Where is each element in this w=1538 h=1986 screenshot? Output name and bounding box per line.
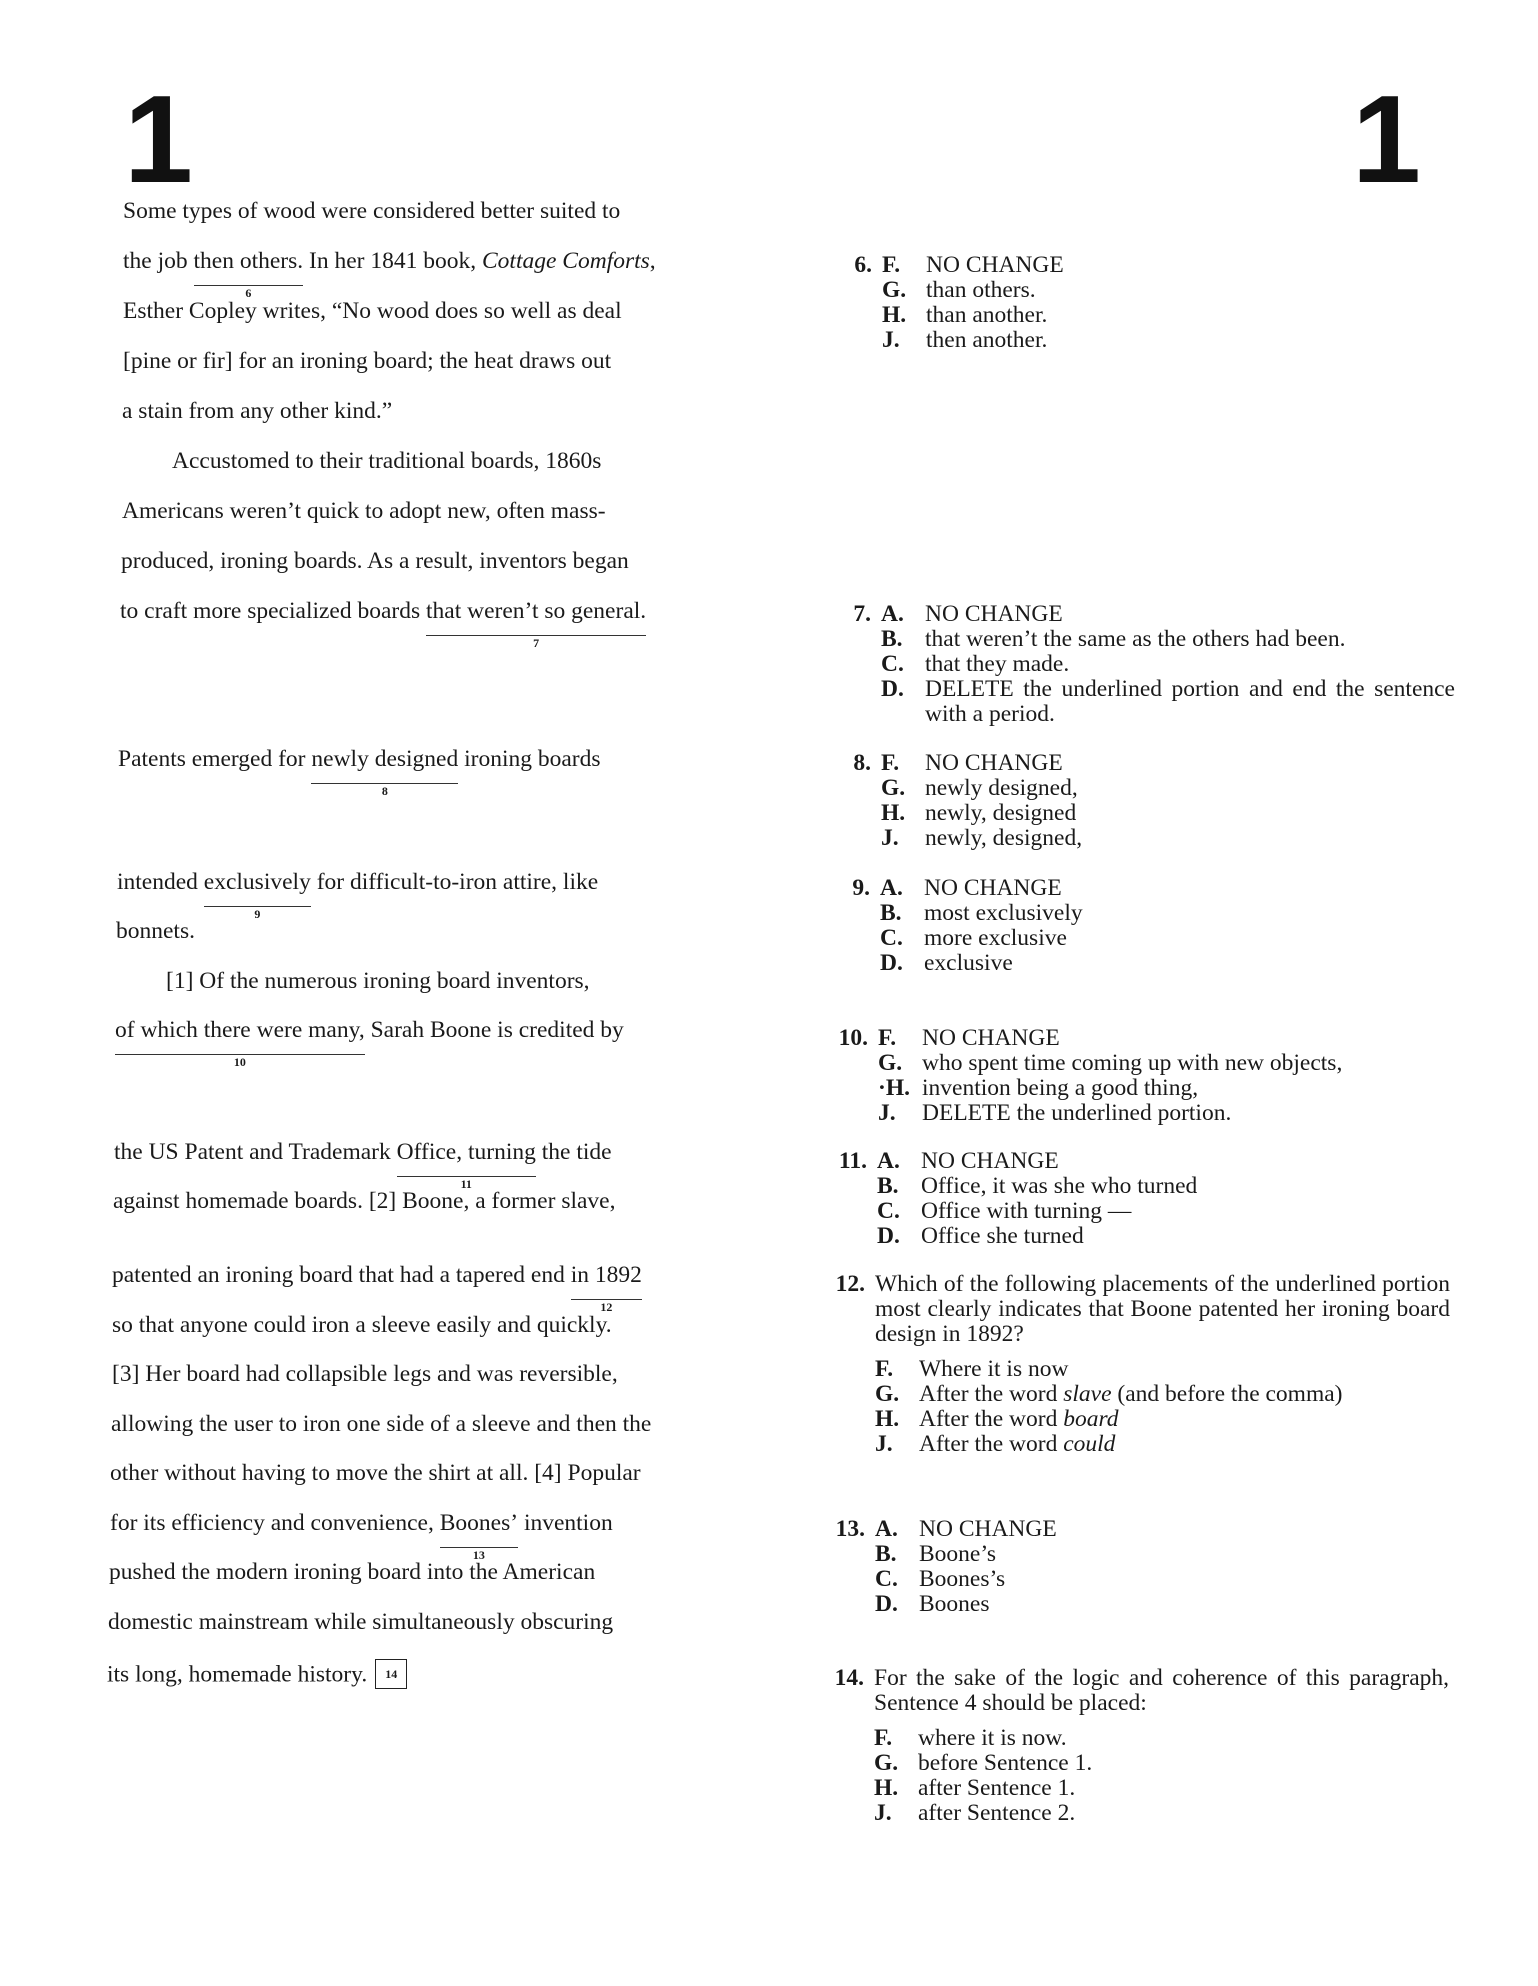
underlined-text: Office, turning (396, 1139, 536, 1165)
question-number: 12. (835, 1271, 865, 1297)
passage-line (115, 1017, 624, 1069)
option-text (919, 1382, 1449, 1407)
underlined-portion-13 (439, 1510, 519, 1562)
underlined-text: Boones’ (439, 1510, 519, 1536)
option-text: NO CHANGE (925, 750, 1063, 776)
answer-option-H[interactable] (875, 1407, 1450, 1432)
option-letter: H. (881, 800, 906, 826)
option-text: Office she turned (921, 1223, 1084, 1249)
passage-line (122, 500, 606, 524)
passage-text: its long, homemade history. (107, 1661, 368, 1688)
passage-line (123, 200, 620, 224)
option-text: more exclusive (924, 925, 1067, 951)
question-11 (838, 1148, 1451, 1249)
passage-text: allowing the user to iron one side of a sleeve and then the (111, 1411, 652, 1437)
option-text: DELETE the underlined portion and end the sentence with a period. (925, 676, 1455, 727)
option-text: Boone’s (919, 1541, 997, 1567)
question-number: 13. (835, 1516, 865, 1542)
option-text: than another. (926, 302, 1048, 328)
answer-option-H[interactable] (874, 1776, 1449, 1801)
question-8 (853, 750, 1455, 851)
passage-line (172, 450, 601, 474)
option-text-italic: board (1063, 1406, 1119, 1432)
option-letter: J. (882, 327, 900, 353)
passage-text: other without having to move the shirt at all. [4] Popular (110, 1460, 641, 1486)
option-text: after Sentence 2. (918, 1800, 1076, 1826)
option-letter: G. (881, 775, 906, 801)
answer-option-G[interactable] (874, 1751, 1449, 1776)
answer-option-D[interactable] (875, 1592, 1449, 1617)
question-stem: Which of the following placements of the underlined portion most clearly indicates that Boone patented her ironing board design in 1892? (875, 1271, 1450, 1347)
option-letter: G. (882, 277, 907, 303)
option-text (919, 1432, 1449, 1457)
answer-option-F[interactable] (882, 253, 1456, 278)
option-text: Office with turning — (921, 1198, 1132, 1224)
option-text: Office, it was she who turned (921, 1173, 1198, 1199)
option-letter: B. (880, 900, 902, 926)
answer-option-G[interactable] (881, 776, 1455, 801)
passage-text: for its efficiency and convenience, (110, 1510, 440, 1536)
option-text (919, 1407, 1449, 1432)
underlined-portion-7 (426, 598, 647, 650)
option-letter: B. (875, 1541, 897, 1567)
option-letter: D. (875, 1591, 898, 1617)
answer-option-C[interactable] (881, 652, 1455, 677)
answer-option-H[interactable] (882, 303, 1456, 328)
passage-line (108, 1611, 613, 1635)
question-box-14: 14 (375, 1659, 407, 1689)
option-text: NO CHANGE (921, 1148, 1059, 1174)
option-letter: H. (875, 1406, 900, 1432)
answer-option-J[interactable] (875, 1432, 1450, 1457)
passage-text: Patents emerged for (118, 746, 312, 772)
option-letter: J. (881, 825, 899, 851)
option-text: before Sentence 1. (918, 1750, 1093, 1776)
passage-text: , (649, 248, 656, 274)
passage-line (123, 248, 656, 300)
option-text: NO CHANGE (919, 1516, 1057, 1542)
option-letter: C. (877, 1198, 900, 1224)
question-ref-number: 9 (254, 906, 261, 921)
passage-line (166, 970, 590, 994)
option-letter: D. (880, 950, 903, 976)
passage-text: the job (123, 248, 194, 274)
passage-text: to craft more specialized boards (120, 598, 427, 624)
answer-option-F[interactable] (875, 1357, 1450, 1382)
passage-line (110, 1510, 613, 1562)
answer-option-D[interactable] (881, 677, 1455, 727)
option-letter: D. (877, 1223, 900, 1249)
passage-text: ironing boards (458, 746, 601, 772)
option-letter: C. (880, 925, 903, 951)
answer-option-C[interactable] (875, 1567, 1449, 1592)
answer-option-J[interactable] (878, 1101, 1452, 1126)
question-ref-number: 7 (533, 635, 540, 650)
passage-text: the tide (535, 1139, 612, 1165)
answer-option-B[interactable] (877, 1174, 1451, 1199)
question-stem: For the sake of the logic and coherence of this paragraph, Sentence 4 should be placed: (874, 1665, 1449, 1716)
answer-option-J[interactable] (881, 826, 1455, 851)
question-ref-number: 8 (381, 783, 388, 798)
option-text: that they made. (925, 651, 1070, 677)
option-text: Boones (919, 1591, 990, 1617)
answer-option-D[interactable] (880, 951, 1454, 976)
question-number: 14. (834, 1665, 864, 1691)
answer-option-F[interactable] (878, 1026, 1452, 1051)
answer-option-B[interactable] (875, 1542, 1449, 1567)
section-number-left: 1 (124, 71, 193, 209)
passage-line (122, 400, 392, 424)
passage-text: produced, ironing boards. As a result, inventors began (121, 548, 629, 574)
option-text: NO CHANGE (924, 875, 1062, 901)
underlined-portion-6 (193, 248, 304, 300)
answer-option-G[interactable] (875, 1382, 1450, 1407)
option-text-italic: slave (1063, 1381, 1112, 1407)
passage-text: patented an ironing board that had a tapered end (112, 1262, 571, 1288)
passage-text: In her 1841 book, (303, 248, 482, 274)
option-letter: J. (874, 1800, 892, 1826)
passage-line (113, 1190, 615, 1214)
passage-line (112, 1314, 612, 1338)
passage-line (120, 598, 647, 650)
passage-line (112, 1262, 642, 1314)
passage-line (121, 550, 629, 574)
passage-text: bonnets. (116, 918, 195, 944)
underlined-portion-11 (396, 1139, 536, 1191)
option-text: who spent time coming up with new objects, (922, 1050, 1343, 1076)
option-text: NO CHANGE (926, 252, 1064, 278)
passage-line (117, 869, 599, 921)
passage-line (112, 1363, 618, 1387)
option-text-part: (and before the comma) (1111, 1381, 1343, 1407)
question-ref-number: 13 (472, 1547, 485, 1562)
passage-line (107, 1661, 407, 1691)
question-10 (838, 1025, 1452, 1126)
question-ref-number: 10 (233, 1054, 246, 1069)
option-letter: B. (877, 1173, 899, 1199)
option-text: exclusive (924, 950, 1013, 976)
section-number-right: 1 (1352, 71, 1421, 209)
underlined-text: exclusively (203, 869, 311, 895)
option-letter: F. (881, 750, 900, 776)
underlined-portion-10 (115, 1017, 365, 1069)
option-text: newly designed, (925, 775, 1078, 801)
passage-text: for difficult-to-iron attire, like (310, 869, 599, 895)
question-number: 9. (852, 875, 870, 901)
option-text: where it is now. (918, 1725, 1067, 1751)
passage-text: intended (117, 869, 204, 895)
answer-option-J[interactable] (874, 1801, 1449, 1826)
option-letter: J. (875, 1431, 893, 1457)
option-letter: G. (875, 1381, 900, 1407)
answer-option-B[interactable] (880, 901, 1454, 926)
underlined-text: of which there were many, (115, 1017, 365, 1043)
option-text-part: After the word (919, 1381, 1064, 1407)
question-number: 11. (838, 1148, 867, 1174)
option-letter: A. (880, 875, 903, 901)
option-letter: F. (882, 252, 901, 278)
option-text: after Sentence 1. (918, 1775, 1076, 1801)
option-letter: ·H. (878, 1075, 910, 1101)
italic-title: Cottage Comforts (481, 248, 650, 274)
answer-option-A[interactable] (877, 1149, 1451, 1174)
answer-option-C[interactable] (880, 926, 1454, 951)
answer-option-C[interactable] (877, 1199, 1451, 1224)
option-letter: C. (881, 651, 904, 677)
option-letter: A. (875, 1516, 898, 1542)
passage-text: Accustomed to their traditional boards, 1860s (172, 448, 602, 474)
question-14 (834, 1665, 1449, 1826)
option-letter: G. (874, 1750, 899, 1776)
passage-text: Americans weren’t quick to adopt new, often mass- (122, 498, 606, 524)
option-letter: D. (881, 676, 904, 702)
passage-text: Sarah Boone is credited by (364, 1017, 624, 1043)
option-letter: F. (875, 1356, 894, 1382)
answer-option-G[interactable] (882, 278, 1456, 303)
option-text: than others. (926, 277, 1036, 303)
option-text-part: After the word (919, 1431, 1064, 1457)
answer-option-D[interactable] (877, 1224, 1451, 1249)
option-text: that weren’t the same as the others had been. (925, 626, 1346, 652)
passage-text: invention (518, 1510, 613, 1536)
question-number: 8. (853, 750, 871, 776)
option-text: Boones’s (919, 1566, 1006, 1592)
option-text: most exclusively (924, 900, 1083, 926)
option-text: newly, designed (925, 800, 1077, 826)
option-letter: J. (878, 1100, 896, 1126)
option-text: NO CHANGE (922, 1025, 1060, 1051)
passage-text: [pine or fir] for an ironing board; the heat draws out (123, 348, 612, 374)
question-7 (853, 601, 1455, 727)
question-12 (835, 1271, 1450, 1457)
question-ref-number: 6 (245, 285, 252, 300)
option-text: Where it is now (919, 1356, 1069, 1382)
answer-option-F[interactable] (881, 751, 1455, 776)
option-letter: F. (874, 1725, 893, 1751)
option-letter: H. (874, 1775, 899, 1801)
underlined-portion-9 (203, 869, 311, 921)
option-text: newly, designed, (925, 825, 1083, 851)
option-text: NO CHANGE (925, 601, 1063, 627)
answer-option-A[interactable] (880, 876, 1454, 901)
option-letter: C. (875, 1566, 898, 1592)
answer-option-B[interactable] (881, 627, 1455, 652)
answer-option-H[interactable] (878, 1076, 1452, 1101)
passage-line (110, 1462, 641, 1486)
underlined-text: then others. (193, 248, 304, 274)
passage-line (123, 350, 611, 374)
passage-text: Some types of wood were considered better suited to (123, 198, 621, 224)
underlined-text: newly designed (311, 746, 459, 772)
option-letter: A. (877, 1148, 900, 1174)
answer-option-A[interactable] (875, 1517, 1449, 1542)
option-text: then another. (926, 327, 1048, 353)
question-6 (854, 252, 1456, 353)
option-text-italic: could (1063, 1431, 1116, 1457)
option-letter: A. (881, 601, 904, 627)
option-text: DELETE the underlined portion. (922, 1100, 1232, 1126)
passage-text: against homemade boards. [2] Boone, a former slave, (113, 1188, 616, 1214)
passage-line (114, 1139, 612, 1191)
option-letter: G. (878, 1050, 903, 1076)
answer-option-H[interactable] (881, 801, 1455, 826)
answer-option-J[interactable] (882, 328, 1456, 353)
passage-line (111, 1413, 651, 1437)
question-ref-number: 12 (600, 1299, 613, 1314)
passage-text: [3] Her board had collapsible legs and was reversible, (112, 1361, 618, 1387)
underlined-portion-8 (311, 746, 459, 798)
question-ref-number: 11 (460, 1176, 472, 1191)
option-text: invention being a good thing, (922, 1075, 1199, 1101)
passage-text: a stain from any other kind.” (122, 398, 393, 424)
question-9 (852, 875, 1454, 976)
option-letter: H. (882, 302, 907, 328)
option-text-part: After the word (919, 1406, 1064, 1432)
question-number: 7. (853, 601, 871, 627)
answer-option-F[interactable] (874, 1726, 1449, 1751)
option-letter: B. (881, 626, 903, 652)
question-13 (835, 1516, 1449, 1617)
passage-line (109, 1561, 595, 1585)
underlined-text: in 1892 (570, 1262, 642, 1288)
passage-text: [1] Of the numerous ironing board inventors, (166, 968, 590, 994)
answer-option-A[interactable] (881, 602, 1455, 627)
answer-option-G[interactable] (878, 1051, 1452, 1076)
passage-text: domestic mainstream while simultaneously obscuring (108, 1609, 614, 1635)
underlined-portion-12 (570, 1262, 642, 1314)
passage-text: Esther Copley writes, “No wood does so well as deal (123, 298, 622, 324)
question-number: 6. (854, 252, 872, 278)
underlined-text: that weren’t so general. (426, 598, 647, 624)
passage-line (118, 746, 601, 798)
passage-text: pushed the modern ironing board into the American (109, 1559, 596, 1585)
passage-line (123, 300, 622, 324)
passage-text: the US Patent and Trademark (114, 1139, 397, 1165)
passage-line (116, 920, 195, 944)
passage-text: so that anyone could iron a sleeve easily and quickly. (112, 1312, 612, 1338)
option-letter: F. (878, 1025, 897, 1051)
question-number: 10. (838, 1025, 868, 1051)
